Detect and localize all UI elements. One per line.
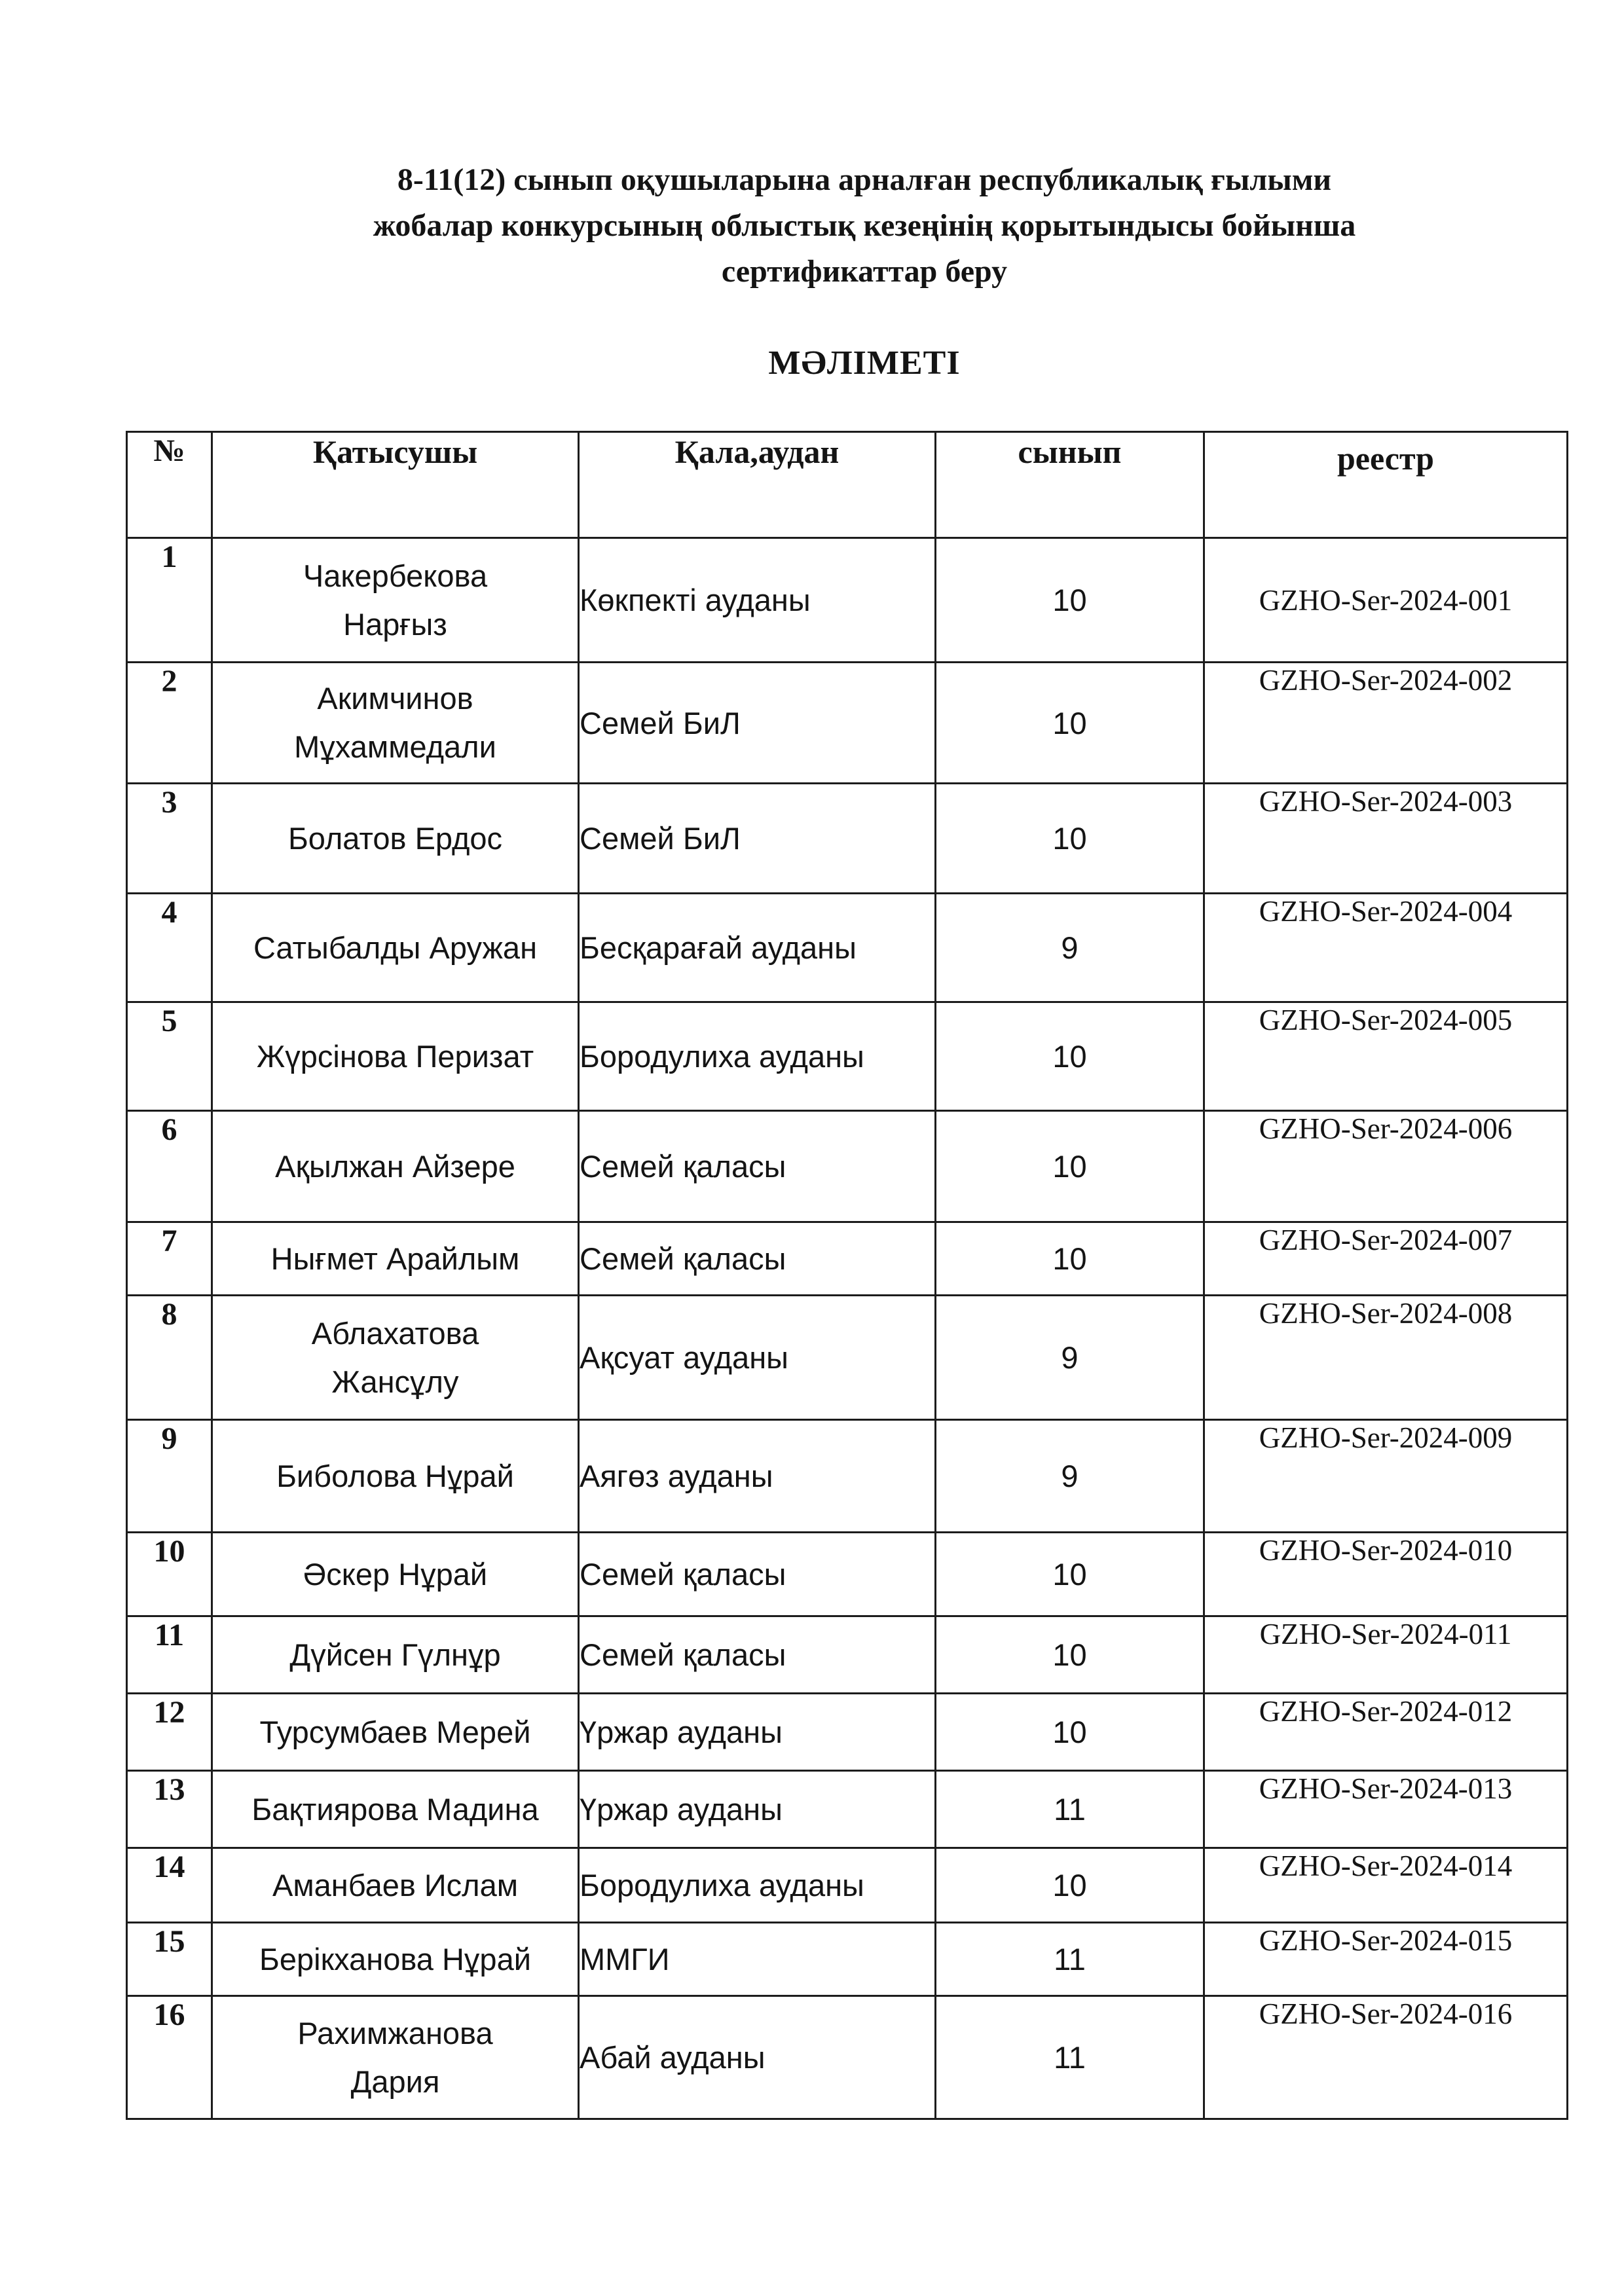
row-participant: Жүрсінова Перизат (212, 1002, 579, 1111)
header-grade: сынып (936, 432, 1204, 538)
table-row (127, 1533, 1568, 1616)
row-participant: Берікханова Нұрай (212, 1923, 579, 1996)
table-row (127, 1420, 1568, 1533)
row-grade: 10 (936, 663, 1204, 784)
row-participant: Биболова Нұрай (212, 1420, 579, 1533)
row-num: 12 (127, 1694, 212, 1771)
row-num: 2 (127, 663, 212, 784)
row-registry: GZHO-Ser-2024-007 (1204, 1222, 1568, 1296)
row-participant: Дүйсен Гүлнұр (212, 1616, 579, 1694)
table-row (127, 1694, 1568, 1771)
row-city: Семей БиЛ (579, 663, 936, 784)
row-city: ММГИ (579, 1923, 936, 1996)
row-registry: GZHO-Ser-2024-014 (1204, 1848, 1568, 1923)
row-participant: Әскер Нұрай (212, 1533, 579, 1616)
row-grade: 10 (936, 1533, 1204, 1616)
row-registry: GZHO-Ser-2024-002 (1204, 663, 1568, 784)
row-num: 7 (127, 1222, 212, 1296)
table-row (127, 894, 1568, 1002)
row-grade: 10 (936, 1616, 1204, 1694)
row-num: 13 (127, 1771, 212, 1848)
row-participant: Аблахатова Жансұлу (212, 1296, 579, 1420)
row-grade: 9 (936, 1296, 1204, 1420)
certificate-registry-table (126, 431, 1568, 2120)
table-row (127, 538, 1568, 663)
header-city: Қала,аудан (579, 432, 936, 538)
row-registry: GZHO-Ser-2024-001 (1204, 538, 1568, 663)
row-grade: 10 (936, 1848, 1204, 1923)
row-registry: GZHO-Ser-2024-006 (1204, 1111, 1568, 1222)
row-participant: Рахимжанова Дария (212, 1996, 579, 2119)
row-participant: Болатов Ердос (212, 784, 579, 894)
row-num: 6 (127, 1111, 212, 1222)
row-registry: GZHO-Ser-2024-010 (1204, 1533, 1568, 1616)
table-row (127, 1296, 1568, 1420)
table-row (127, 1996, 1568, 2119)
row-grade: 10 (936, 1222, 1204, 1296)
table-row (127, 1848, 1568, 1923)
row-registry: GZHO-Ser-2024-008 (1204, 1296, 1568, 1420)
row-city: Бородулиха ауданы (579, 1848, 936, 1923)
row-city: Бесқарағай ауданы (579, 894, 936, 1002)
row-num: 1 (127, 538, 212, 663)
title-line-3: сертификаттар беру (721, 254, 1008, 289)
row-num: 8 (127, 1296, 212, 1420)
row-num: 4 (127, 894, 212, 1002)
row-participant: Сатыбалды Аружан (212, 894, 579, 1002)
row-city: Семей қаласы (579, 1616, 936, 1694)
row-grade: 9 (936, 894, 1204, 1002)
row-grade: 10 (936, 1111, 1204, 1222)
table-row (127, 1616, 1568, 1694)
table-row (127, 1002, 1568, 1111)
row-participant: Турсумбаев Мерей (212, 1694, 579, 1771)
header-participant: Қатысушы (212, 432, 579, 538)
document-subtitle: МӘЛІМЕТІ (768, 344, 961, 382)
row-registry: GZHO-Ser-2024-009 (1204, 1420, 1568, 1533)
title-line-1: 8-11(12) сынып оқушыларына арналған республикалық ғылыми (397, 162, 1332, 197)
table-row (127, 1222, 1568, 1296)
row-grade: 10 (936, 784, 1204, 894)
document-title (183, 157, 1545, 295)
row-num: 10 (127, 1533, 212, 1616)
row-registry: GZHO-Ser-2024-013 (1204, 1771, 1568, 1848)
row-grade: 11 (936, 1771, 1204, 1848)
row-grade: 10 (936, 538, 1204, 663)
table-header-row (127, 432, 1568, 538)
row-participant: Акимчинов Мұхаммедали (212, 663, 579, 784)
row-city: Абай ауданы (579, 1996, 936, 2119)
row-city: Семей қаласы (579, 1222, 936, 1296)
row-registry: GZHO-Ser-2024-012 (1204, 1694, 1568, 1771)
row-num: 15 (127, 1923, 212, 1996)
row-num: 16 (127, 1996, 212, 2119)
row-city: Семей БиЛ (579, 784, 936, 894)
row-city: Көкпекті ауданы (579, 538, 936, 663)
row-num: 9 (127, 1420, 212, 1533)
row-participant: Чакербекова Нарғыз (212, 538, 579, 663)
table-row (127, 1111, 1568, 1222)
table-row (127, 663, 1568, 784)
row-num: 5 (127, 1002, 212, 1111)
row-participant: Аманбаев Ислам (212, 1848, 579, 1923)
row-registry: GZHO-Ser-2024-004 (1204, 894, 1568, 1002)
row-city: Бородулиха ауданы (579, 1002, 936, 1111)
row-city: Семей қаласы (579, 1533, 936, 1616)
row-num: 11 (127, 1616, 212, 1694)
header-registry: реестр (1204, 432, 1568, 538)
row-registry: GZHO-Ser-2024-003 (1204, 784, 1568, 894)
row-city: Ақсуат ауданы (579, 1296, 936, 1420)
row-num: 14 (127, 1848, 212, 1923)
row-registry: GZHO-Ser-2024-011 (1204, 1616, 1568, 1694)
row-grade: 11 (936, 1996, 1204, 2119)
row-grade: 9 (936, 1420, 1204, 1533)
row-participant: Бақтиярова Мадина (212, 1771, 579, 1848)
row-participant: Нығмет Арайлым (212, 1222, 579, 1296)
row-registry: GZHO-Ser-2024-016 (1204, 1996, 1568, 2119)
row-grade: 10 (936, 1694, 1204, 1771)
row-num: 3 (127, 784, 212, 894)
row-city: Семей қаласы (579, 1111, 936, 1222)
row-registry: GZHO-Ser-2024-015 (1204, 1923, 1568, 1996)
row-grade: 11 (936, 1923, 1204, 1996)
row-participant: Ақылжан Айзере (212, 1111, 579, 1222)
header-num: № (127, 432, 212, 538)
row-grade: 10 (936, 1002, 1204, 1111)
row-city: Аягөз ауданы (579, 1420, 936, 1533)
table-row (127, 784, 1568, 894)
row-registry: GZHO-Ser-2024-005 (1204, 1002, 1568, 1111)
table-row (127, 1923, 1568, 1996)
row-city: Үржар ауданы (579, 1694, 936, 1771)
table-row (127, 1771, 1568, 1848)
row-city: Үржар ауданы (579, 1771, 936, 1848)
title-line-2: жобалар конкурсының облыстық кезеңінің қорытындысы бойынша (373, 208, 1356, 243)
